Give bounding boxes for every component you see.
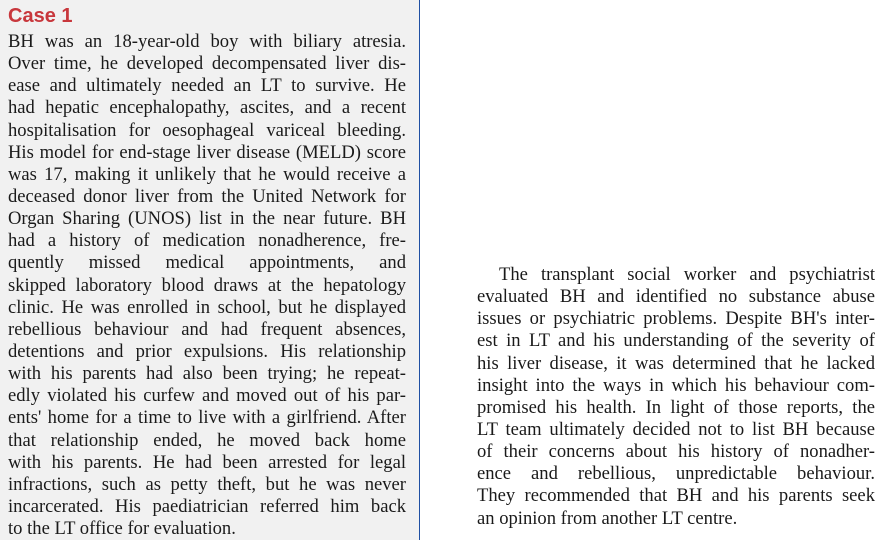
text-line: His model for end-stage liver disease (MELD) score — [8, 141, 406, 163]
text-line: incarcerated. His paediatrician referred him back — [8, 495, 406, 517]
text-line: that relationship ended, he moved back home — [8, 429, 406, 451]
case-text — [8, 31, 406, 540]
text-line: They recommended that BH and his parents seek — [477, 485, 875, 507]
text-line: hospitalisation for oesophageal variceal bleeding. — [8, 119, 406, 141]
text-line: was 17, making it unlikely that he would receive a — [8, 163, 406, 185]
text-line: issues or psychiatric problems. Despite BH's inter- — [477, 308, 875, 330]
text-line: his liver disease, it was determined that he lacked — [477, 352, 875, 374]
text-line: insight into the ways in which his behaviour com- — [477, 374, 875, 396]
text-line: ence and rebellious, unpredictable behaviour. — [477, 463, 875, 485]
text-line: with his parents. He had been arrested for legal — [8, 451, 406, 473]
text-line: evaluated BH and identified no substance abuse — [477, 286, 875, 308]
text-line: est in LT and his understanding of the severity of — [477, 330, 875, 352]
text-line: detentions and prior expulsions. His relationship — [8, 340, 406, 362]
text-line: skipped laboratory blood draws at the hepatology — [8, 274, 406, 296]
case-heading: Case 1 — [8, 5, 73, 27]
text-line: had hepatic encephalopathy, ascites, and a recent — [8, 97, 406, 119]
text-line: ents' home for a time to live with a girlfriend. After — [8, 407, 406, 429]
text-line: infractions, such as petty theft, but he was never — [8, 473, 406, 495]
text-line: LT team ultimately decided not to list BH because — [477, 418, 875, 440]
case-box-border — [419, 0, 420, 540]
text-line: to the LT office for evaluation. — [8, 518, 236, 540]
text-line: Organ Sharing (UNOS) list in the near future. BH — [8, 208, 406, 230]
text-line: had a history of medication nonadherence, fre- — [8, 230, 406, 252]
text-line: The transplant social worker and psychiatrist — [499, 264, 875, 285]
text-line: rebellious behaviour and had frequent absences, — [8, 318, 406, 340]
text-line: ease and ultimately needed an LT to survive. He — [8, 75, 406, 97]
continuation-text — [477, 264, 875, 530]
text-line: clinic. He was enrolled in school, but he displayed — [8, 296, 406, 318]
text-line: quently missed medical appointments, and — [8, 252, 406, 274]
text-line: an opinion from another LT centre. — [477, 507, 738, 529]
text-line: Over time, he developed decompensated liver dis- — [8, 53, 406, 75]
text-line: promised his health. In light of those reports, the — [477, 396, 875, 418]
text-line: deceased donor liver from the United Network for — [8, 185, 406, 207]
text-line: of their concerns about his history of nonadher- — [477, 441, 875, 463]
text-line: BH was an 18-year-old boy with biliary atresia. — [8, 31, 406, 52]
text-line: with his parents had also been trying; he repeat- — [8, 363, 406, 385]
text-line: edly violated his curfew and moved out of his par- — [8, 385, 406, 407]
